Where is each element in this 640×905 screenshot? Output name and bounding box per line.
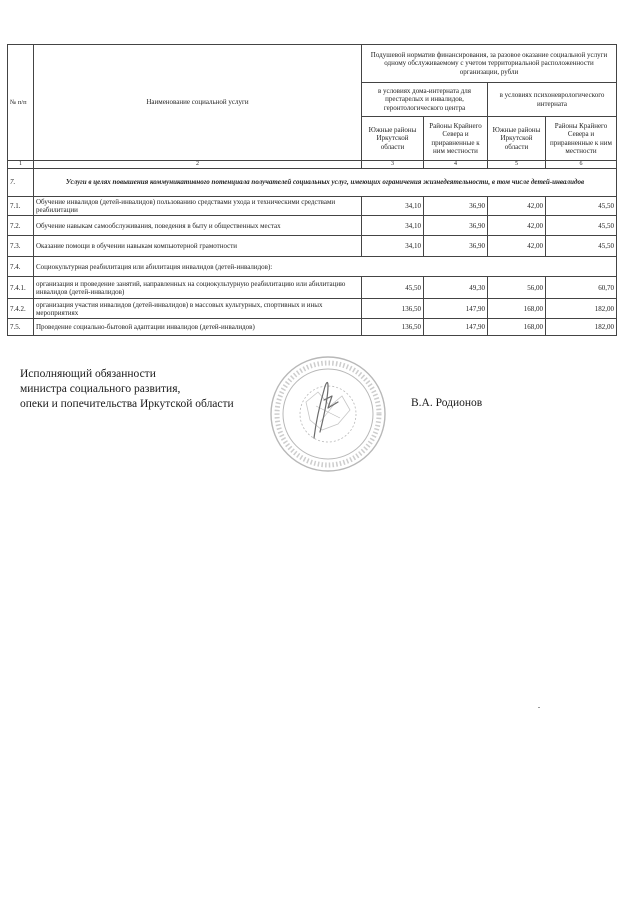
row-value-south-2: 42,00 <box>488 236 546 257</box>
header-group-nursing-home: в условиях дома-интерната для престарелых и инвалидов, геронтологического центра <box>362 83 488 117</box>
row-value-north-1: 36,90 <box>424 236 488 257</box>
section-row <box>8 169 617 197</box>
row-value-south-1: 34,10 <box>362 236 424 257</box>
table-row <box>8 277 617 299</box>
row-value-north-2: 182,00 <box>546 299 617 319</box>
signature-title-block <box>20 367 234 412</box>
row-service-name: Обучение навыкам самообслуживания, поведения в быту и общественных местах <box>34 216 362 236</box>
official-seal-stamp <box>258 352 394 481</box>
row-number: 7.1. <box>8 197 34 216</box>
col-number: 5 <box>488 161 546 169</box>
row-value-south-1: 34,10 <box>362 216 424 236</box>
header-sub-north-2: Районы Крайнего Севера и приравненные к ним местности <box>546 117 617 161</box>
row-value-north-1: 49,30 <box>424 277 488 299</box>
header-sub-north-1: Районы Крайнего Севера и приравненные к ним местности <box>424 117 488 161</box>
section-number: 7. <box>8 169 34 197</box>
header-group-psycho-internat: в условиях психоневрологического интерната <box>488 83 617 117</box>
row-value-north-2: 45,50 <box>546 197 617 216</box>
row-service-name: организация и проведение занятий, направленных на социокультурную реабилитацию или абилитацию инвалидов (детей-инвалидов) <box>34 277 362 299</box>
row-number: 7.5. <box>8 319 34 336</box>
row-value-north-1: 147,90 <box>424 319 488 336</box>
row-value-south-2: 168,00 <box>488 319 546 336</box>
row-value-north-1: 36,90 <box>424 197 488 216</box>
row-number: 7.3. <box>8 236 34 257</box>
table-row <box>8 236 617 257</box>
table-row <box>8 216 617 236</box>
signatory-name: В.А. Родионов <box>411 397 483 409</box>
row-value-south-1: 136,50 <box>362 299 424 319</box>
seal-stamp-icon <box>258 352 394 476</box>
section-title: Услуги в целях повышения коммуникативного потенциала получателей социальных услуг, имеющих ограничения жизнедеятельности, в том числе детей-инвалидов <box>34 169 617 197</box>
row-value-south-1: 45,50 <box>362 277 424 299</box>
row-value-north-2: 60,70 <box>546 277 617 299</box>
header-num: № п/п <box>8 45 34 161</box>
row-number: 7.4. <box>8 257 34 277</box>
row-service-name: организация участия инвалидов (детей-инвалидов) в массовых культурных, спортивных и иных мероприятиях <box>34 299 362 319</box>
table-row <box>8 319 617 336</box>
signature-title-line-1: Исполняющий обязанности <box>20 368 156 380</box>
col-number: 3 <box>362 161 424 169</box>
scan-dust-mark <box>538 707 540 708</box>
signature-title-line-2: министра социального развития, <box>20 383 181 395</box>
row-number: 7.4.1. <box>8 277 34 299</box>
row-value-north-1: 147,90 <box>424 299 488 319</box>
row-value-south-2: 56,00 <box>488 277 546 299</box>
col-number: 4 <box>424 161 488 169</box>
row-value-south-2: 168,00 <box>488 299 546 319</box>
row-service-name: Обучение инвалидов (детей-инвалидов) пользованию средствами ухода и техническими средствами реабилитации <box>34 197 362 216</box>
signature-title-line-3: опеки и попечительства Иркутской области <box>20 398 234 410</box>
row-value-north-2: 45,50 <box>546 216 617 236</box>
header-sub-south-2: Южные районы Иркутской области <box>488 117 546 161</box>
row-value-north-2: 45,50 <box>546 236 617 257</box>
row-number: 7.4.2. <box>8 299 34 319</box>
header-sub-south-1: Южные районы Иркутской области <box>362 117 424 161</box>
row-value-south-1: 136,50 <box>362 319 424 336</box>
row-service-name: Оказание помощи в обучении навыкам компьютерной грамотности <box>34 236 362 257</box>
row-value-south-1: 34,10 <box>362 197 424 216</box>
row-value-south-2: 42,00 <box>488 216 546 236</box>
row-service-name: Проведение социально-бытовой адаптации инвалидов (детей-инвалидов) <box>34 319 362 336</box>
row-number: 7.2. <box>8 216 34 236</box>
norms-table <box>7 44 617 336</box>
header-norm-title: Подушевой норматив финансирования, за разовое оказание социальной услуги одному обслуживаемому с учетом территориальной расположенности организации, рубли <box>362 45 617 83</box>
row-service-name: Социокультурная реабилитация или абилитация инвалидов (детей-инвалидов): <box>34 257 617 277</box>
header-name: Наименование социальной услуги <box>34 45 362 161</box>
col-number: 2 <box>34 161 362 169</box>
table-row <box>8 197 617 216</box>
col-number: 1 <box>8 161 34 169</box>
column-numbers-row <box>8 161 617 169</box>
table-row <box>8 257 617 277</box>
col-number: 6 <box>546 161 617 169</box>
table-row <box>8 299 617 319</box>
row-value-south-2: 42,00 <box>488 197 546 216</box>
row-value-north-2: 182,00 <box>546 319 617 336</box>
row-value-north-1: 36,90 <box>424 216 488 236</box>
